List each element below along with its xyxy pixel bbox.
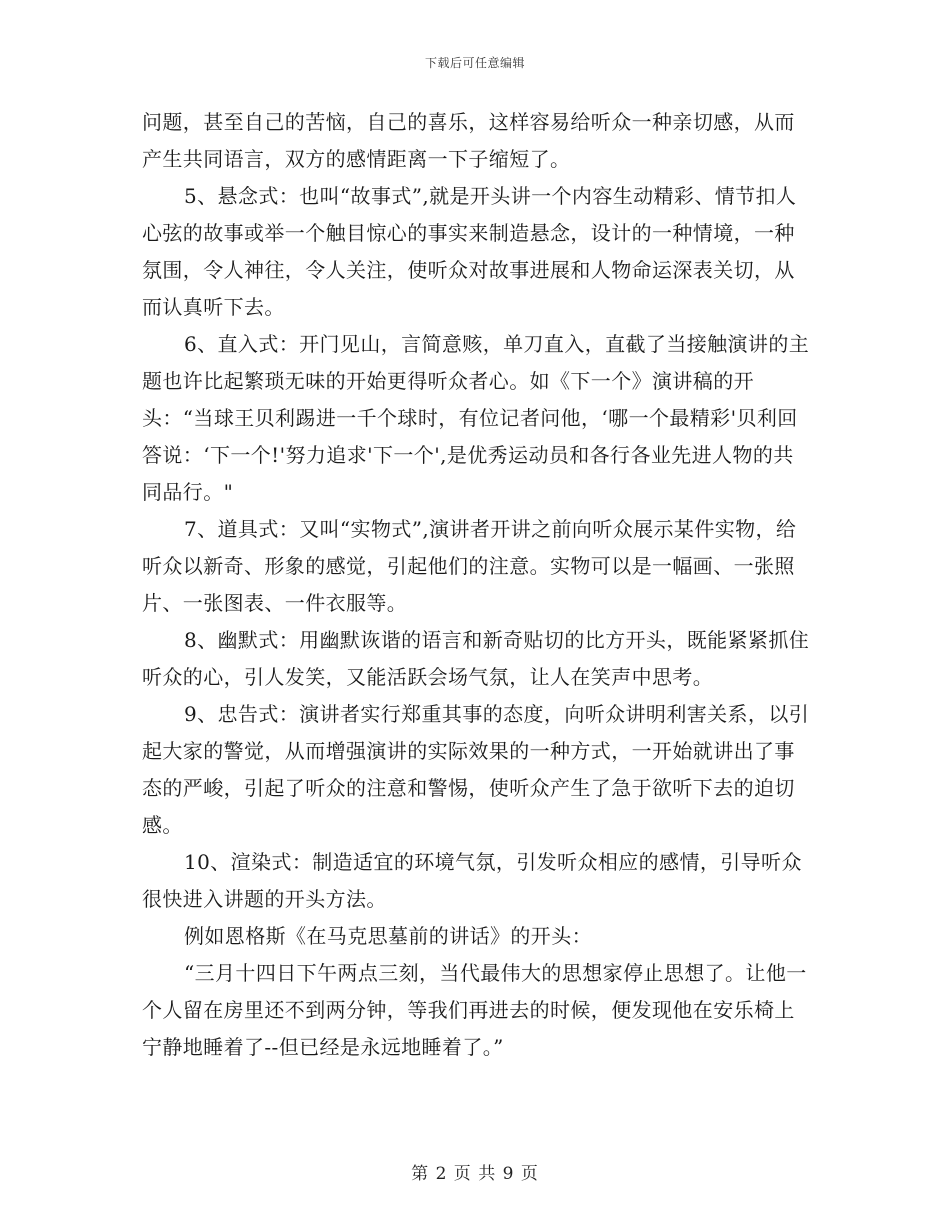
page-header: 下载后可任意编辑: [424, 56, 525, 70]
paragraph-advice: 9、忠告式：演讲者实行郑重其事的态度，向听众讲明利害关系，以引起大家的警觉，从而增强演讲的实际效果的一种方式，一开始就讲出了事态的严峻，引起了听众的注意和警惕，使听众产生了急于欲听下去的迫切感。: [142, 702, 810, 837]
page-number: 第 2 页 共 9 页: [411, 1164, 539, 1184]
paragraph-prop: 7、道具式：又叫“实物式”,演讲者开讲之前向听众展示某件实物，给听众以新奇、形象的感觉，引起他们的注意。实物可以是一幅画、一张照片、一张图表、一件衣服等。: [142, 517, 797, 615]
document-body: [142, 104, 814, 1066]
paragraph-humor: 8、幽默式：用幽默诙谐的语言和新奇贴切的比方开头，既能紧紧抓住听众的心，引人发笑，又能活跃会场气氛，让人在笑声中思考。: [142, 628, 810, 689]
paragraph-continuation: 问题，甚至自己的苦恼，自己的喜乐，这样容易给听众一种亲切感，从而产生共同语言，双方的感情距离一下子缩短了。: [142, 110, 795, 171]
paragraph-quote: “三月十四日下午两点三刻，当代最伟大的思想家停止思想了。让他一个人留在房里还不到两分钟，等我们再进去的时候，便发现他在安乐椅上宁静地睡着了--但已经是永远地睡着了。”: [142, 961, 807, 1059]
paragraph-suspense: 5、悬念式：也叫“故事式”,就是开头讲一个内容生动精彩、情节扣人心弦的故事或举一个触目惊心的事实来制造悬念，设计的一种情境，一种氛围，令人神往，令人关注，使听众对故事进展和人物命运深表关切，从而认真听下去。: [142, 184, 797, 319]
paragraph-example-intro: 例如恩格斯《在马克思墓前的讲话》的开头：: [184, 924, 592, 948]
paragraph-direct: 6、直入式：开门见山，言简意赅，单刀直入，直截了当接触演讲的主题也许比起繁琐无味的开始更得听众者心。如《下一个》演讲稿的开头：“当球王贝利踢进一千个球时，有位记者问他，‘哪一个最精彩'贝利回答说：‘下一个!'努力追求'下一个',是优秀运动员和各行各业先进人物的共同品行。": [142, 332, 810, 504]
paragraph-atmosphere: 10、渲染式：制造适宜的环境气氛，引发听众相应的感情，引导听众很快进入讲题的开头方法。: [142, 850, 802, 911]
